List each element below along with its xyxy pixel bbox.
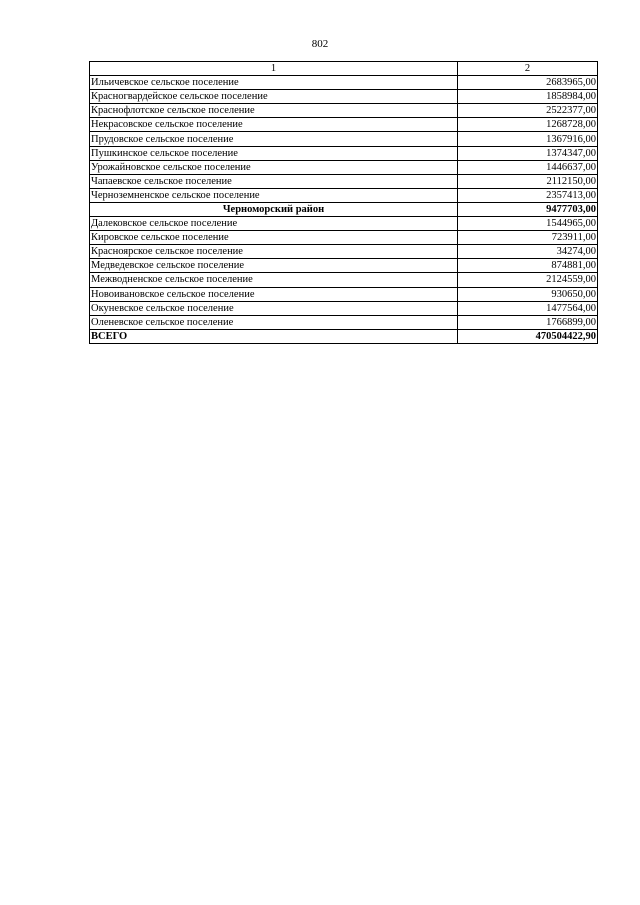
settlement-amount: 2357413,00 bbox=[458, 188, 598, 202]
settlement-amount: 930650,00 bbox=[458, 287, 598, 301]
settlement-name: Новоивановское сельское поселение bbox=[90, 287, 458, 301]
settlement-amount: 2112150,00 bbox=[458, 174, 598, 188]
table-row bbox=[90, 118, 598, 132]
table-row bbox=[90, 160, 598, 174]
total-amount: 470504422,90 bbox=[458, 329, 598, 343]
table-row bbox=[90, 217, 598, 231]
table-row bbox=[90, 301, 598, 315]
settlement-amount: 2124559,00 bbox=[458, 273, 598, 287]
table-row bbox=[90, 273, 598, 287]
settlement-name: Красноярское сельское поселение bbox=[90, 245, 458, 259]
settlement-amount: 2522377,00 bbox=[458, 104, 598, 118]
table-row bbox=[90, 287, 598, 301]
table-row bbox=[90, 90, 598, 104]
table-row bbox=[90, 146, 598, 160]
settlement-amount: 1268728,00 bbox=[458, 118, 598, 132]
column-header-name: 1 bbox=[90, 62, 458, 76]
settlement-name: Окуневское сельское поселение bbox=[90, 301, 458, 315]
table-row bbox=[90, 259, 598, 273]
settlement-name: Чапаевское сельское поселение bbox=[90, 174, 458, 188]
settlement-amount: 874881,00 bbox=[458, 259, 598, 273]
table-row bbox=[90, 104, 598, 118]
settlement-amount: 1858984,00 bbox=[458, 90, 598, 104]
settlement-name: Краснофлотское сельское поселение bbox=[90, 104, 458, 118]
table-row bbox=[90, 315, 598, 329]
settlement-name: Ильичевское сельское поселение bbox=[90, 76, 458, 90]
settlement-amount: 1544965,00 bbox=[458, 217, 598, 231]
page-number: 802 bbox=[311, 38, 329, 50]
settlement-name: Красногвардейское сельское поселение bbox=[90, 90, 458, 104]
table-row bbox=[90, 245, 598, 259]
settlement-amount: 34274,00 bbox=[458, 245, 598, 259]
district-amount: 9477703,00 bbox=[458, 202, 598, 216]
settlement-name: Урожайновское сельское поселение bbox=[90, 160, 458, 174]
settlement-name: Кировское сельское поселение bbox=[90, 231, 458, 245]
settlement-name: Оленевское сельское поселение bbox=[90, 315, 458, 329]
table-row bbox=[90, 231, 598, 245]
table-header-row bbox=[90, 62, 598, 76]
budget-table bbox=[89, 61, 598, 344]
total-row bbox=[90, 329, 598, 343]
table-row bbox=[90, 132, 598, 146]
settlement-amount: 2683965,00 bbox=[458, 76, 598, 90]
settlement-name: Некрасовское сельское поселение bbox=[90, 118, 458, 132]
settlement-amount: 1367916,00 bbox=[458, 132, 598, 146]
settlement-name: Межводненское сельское поселение bbox=[90, 273, 458, 287]
settlement-amount: 1477564,00 bbox=[458, 301, 598, 315]
settlement-name: Черноземненское сельское поселение bbox=[90, 188, 458, 202]
settlement-amount: 1446637,00 bbox=[458, 160, 598, 174]
table-row bbox=[90, 174, 598, 188]
settlement-name: Далековское сельское поселение bbox=[90, 217, 458, 231]
settlement-amount: 723911,00 bbox=[458, 231, 598, 245]
district-row bbox=[90, 202, 598, 216]
table-row bbox=[90, 188, 598, 202]
column-header-amount: 2 bbox=[458, 62, 598, 76]
settlement-name: Медведевское сельское поселение bbox=[90, 259, 458, 273]
settlement-name: Пушкинское сельское поселение bbox=[90, 146, 458, 160]
district-name: Черноморский район bbox=[90, 202, 458, 216]
settlement-amount: 1766899,00 bbox=[458, 315, 598, 329]
table-row bbox=[90, 76, 598, 90]
total-label: ВСЕГО bbox=[90, 329, 458, 343]
settlement-name: Прудовское сельское поселение bbox=[90, 132, 458, 146]
settlement-amount: 1374347,00 bbox=[458, 146, 598, 160]
